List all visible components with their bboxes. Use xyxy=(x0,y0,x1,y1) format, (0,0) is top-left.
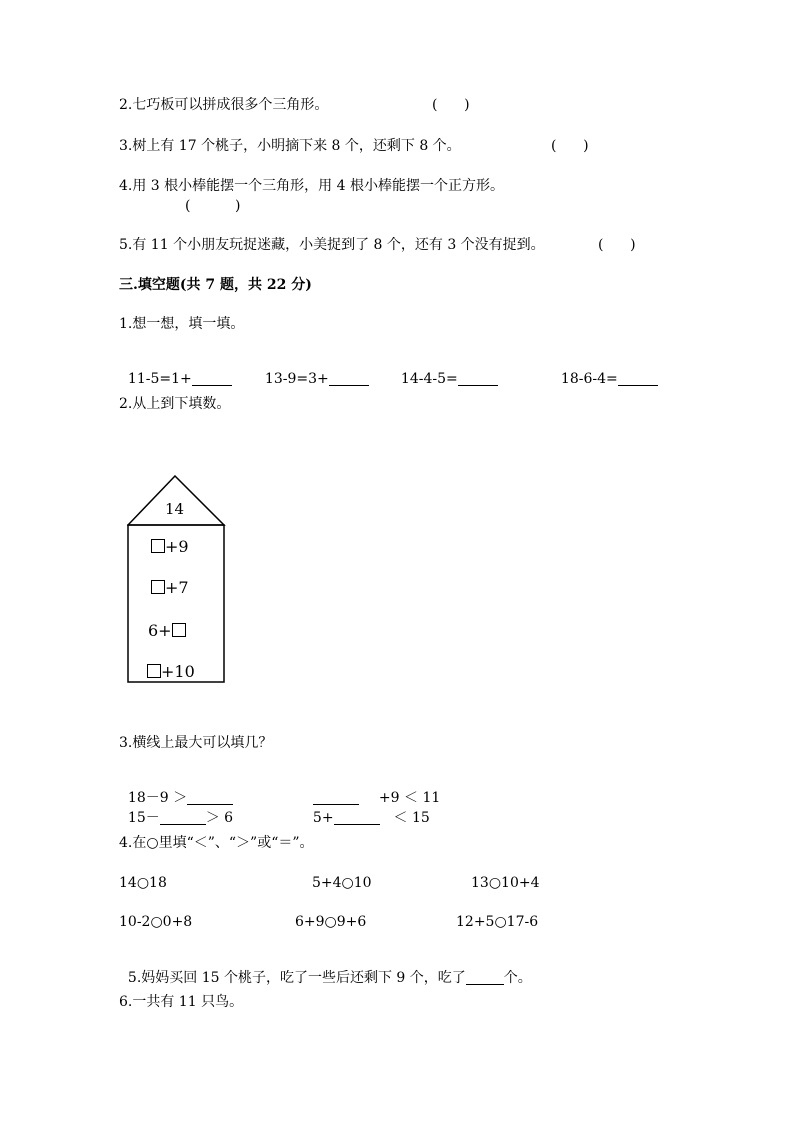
expression: 14-4-5= xyxy=(400,371,458,387)
fill-q3-row2-right: 5+ ＜ 15 xyxy=(312,810,430,826)
fill-q3-row2-left: 15－ ＞ 6 xyxy=(127,810,234,826)
house-row-1: +9 xyxy=(151,537,189,556)
answer-box[interactable] xyxy=(147,664,161,678)
fill-q3-row1-left: 18－9 ＞ xyxy=(119,776,233,805)
compare-item-5[interactable]: 6+9○9+6 xyxy=(295,914,367,930)
fill-q2-text: 2.从上到下填数。 xyxy=(119,396,231,412)
judge-q3-text: 3.树上有 17 个桃子，小明摘下来 8 个，还剩下 8 个。 xyxy=(119,138,461,154)
compare-item-3[interactable]: 13○10+4 xyxy=(471,875,540,891)
judge-q5-text: 5.有 11 个小朋友玩捉迷藏，小美捉到了 8 个，还有 3 个没有捉到。 xyxy=(119,237,545,253)
expression: 11-5=1+ xyxy=(127,371,192,387)
answer-blank[interactable] xyxy=(160,810,206,825)
fill-q6-text: 6.一共有 11 只鸟。 xyxy=(119,994,244,1010)
fill-q3-text: 3.横线上最大可以填几？ xyxy=(119,735,273,751)
compare-item-2[interactable]: 5+4○10 xyxy=(312,875,372,891)
house-row-3: 6+ xyxy=(148,621,186,640)
judge-q3-paren[interactable]: ( ) xyxy=(551,138,589,154)
compare-item-6[interactable]: 12+5○17-6 xyxy=(456,914,539,930)
expression: 18-6-4= xyxy=(560,371,618,387)
expression: 13-9=3+ xyxy=(264,371,329,387)
judge-q2-paren[interactable]: ( ) xyxy=(432,97,470,113)
fill-q4-text: 4.在○里填“＜”、“＞”或“＝”。 xyxy=(119,835,314,851)
judge-q2-text: 2.七巧板可以拼成很多个三角形。 xyxy=(119,97,329,113)
house-top-number: 14 xyxy=(165,500,185,518)
fill-q3-row1-right: +9 ＜ 11 xyxy=(304,776,440,805)
answer-blank[interactable] xyxy=(466,970,504,985)
house-row-4: +10 xyxy=(147,662,195,681)
answer-box[interactable] xyxy=(151,539,165,553)
judge-q4-text: 4.用 3 根小棒能摆一个三角形，用 4 根小棒能摆一个正方形。 xyxy=(119,178,504,194)
answer-blank[interactable] xyxy=(458,371,498,386)
fill-q1-text: 1.想一想，填一填。 xyxy=(119,316,245,332)
answer-box[interactable] xyxy=(172,623,186,637)
judge-q4-paren[interactable]: ( ) xyxy=(185,198,241,214)
answer-blank[interactable] xyxy=(192,371,232,386)
fill-q1-item-2 xyxy=(256,357,369,386)
judge-q5-paren[interactable]: ( ) xyxy=(598,237,636,253)
answer-blank[interactable] xyxy=(329,371,369,386)
house-row-2: +7 xyxy=(151,578,189,597)
fill-q5: 5.妈妈买回 15 个桃子，吃了一些后还剩下 9 个，吃了 个。 xyxy=(127,970,532,986)
answer-blank[interactable] xyxy=(618,371,658,386)
compare-item-4[interactable]: 10-2○0+8 xyxy=(119,914,193,930)
number-house xyxy=(127,475,227,689)
answer-blank[interactable] xyxy=(334,810,380,825)
fill-q1-item-1 xyxy=(119,357,232,386)
compare-item-1[interactable]: 14○18 xyxy=(119,875,167,891)
answer-box[interactable] xyxy=(151,580,165,594)
fill-q1-item-4 xyxy=(552,357,658,386)
fill-q1-item-3 xyxy=(392,357,498,386)
section-title: 三.填空题(共 7 题，共 22 分) xyxy=(119,277,312,293)
